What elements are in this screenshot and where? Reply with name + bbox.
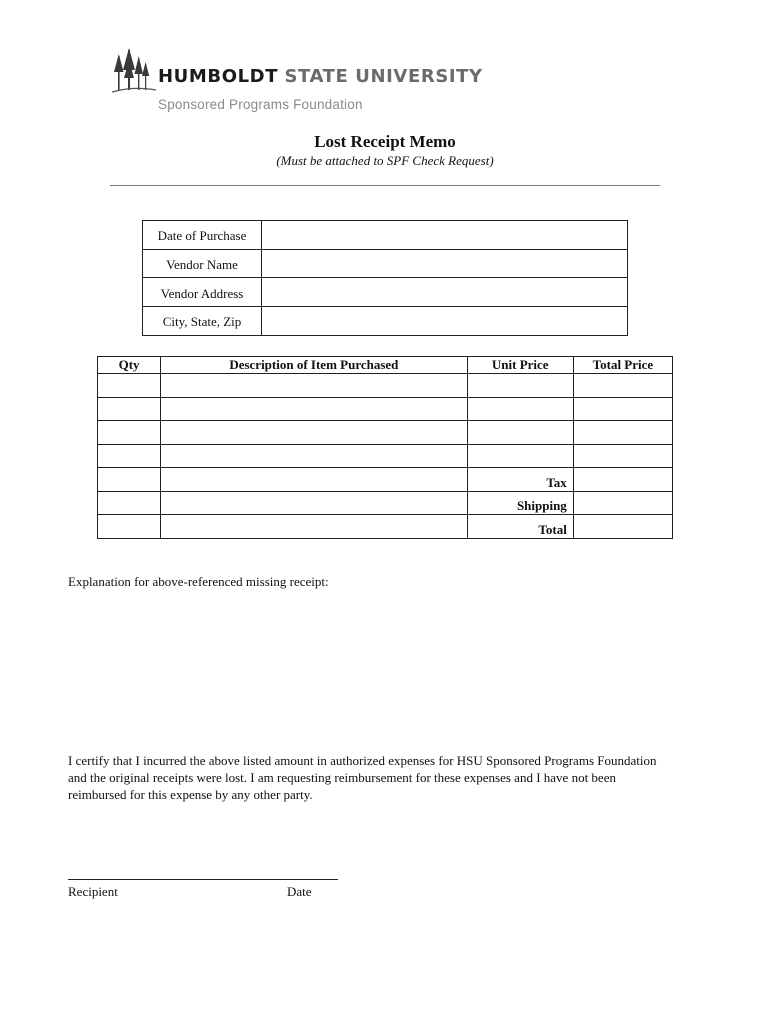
table-row — [98, 397, 673, 421]
explanation-label: Explanation for above-referenced missing receipt: — [68, 574, 329, 589]
unit-price-cell[interactable] — [467, 421, 573, 445]
info-row — [143, 307, 628, 336]
qty-cell[interactable] — [98, 468, 161, 492]
qty-cell[interactable] — [98, 374, 161, 398]
city-state-zip-field[interactable] — [262, 307, 628, 336]
description-cell[interactable] — [161, 515, 468, 539]
total-row — [98, 515, 673, 539]
vendor-address-field[interactable] — [262, 278, 628, 307]
shipping-label: Shipping — [467, 491, 573, 515]
qty-cell[interactable] — [98, 515, 161, 539]
qty-cell[interactable] — [98, 397, 161, 421]
page-title: Lost Receipt Memo — [314, 132, 456, 151]
info-row — [143, 221, 628, 250]
description-cell[interactable] — [161, 444, 468, 468]
items-header-row — [98, 357, 673, 374]
total-amount-cell[interactable] — [573, 515, 672, 539]
tax-label: Tax — [467, 468, 573, 492]
university-name-rest: STATE UNIVERSITY — [284, 66, 483, 87]
description-header: Description of Item Purchased — [161, 357, 468, 374]
total-price-cell[interactable] — [573, 374, 672, 398]
university-name-bold: HUMBOLDT — [158, 66, 279, 87]
university-logo — [112, 46, 483, 118]
vendor-name-field[interactable] — [262, 249, 628, 278]
date-of-purchase-label: Date of Purchase — [143, 221, 262, 250]
date-of-purchase-field[interactable] — [262, 221, 628, 250]
unit-price-cell[interactable] — [467, 374, 573, 398]
total-price-header: Total Price — [573, 357, 672, 374]
certification-statement: I certify that I incurred the above listed amount in authorized expenses for HSU Sponsored Programs Foundation and the original receipts were lost. I am requesting reimbursement for these expenses and I have not been reimbursed for this expense by any other party. — [68, 753, 657, 802]
table-row — [98, 374, 673, 398]
header-divider — [110, 185, 660, 186]
table-row — [98, 421, 673, 445]
signature-line[interactable] — [68, 879, 338, 880]
vendor-address-label: Vendor Address — [143, 278, 262, 307]
qty-cell[interactable] — [98, 444, 161, 468]
university-name — [158, 66, 483, 87]
description-cell[interactable] — [161, 397, 468, 421]
total-price-cell[interactable] — [573, 421, 672, 445]
date-label: Date — [287, 884, 312, 899]
total-price-cell[interactable] — [573, 444, 672, 468]
qty-cell[interactable] — [98, 491, 161, 515]
unit-price-cell[interactable] — [467, 444, 573, 468]
description-cell[interactable] — [161, 421, 468, 445]
items-table — [97, 356, 673, 539]
unit-price-cell[interactable] — [467, 397, 573, 421]
description-cell[interactable] — [161, 374, 468, 398]
description-cell[interactable] — [161, 491, 468, 515]
purchase-info-table — [142, 220, 628, 336]
foundation-name: Sponsored Programs Foundation — [158, 97, 363, 112]
recipient-label: Recipient — [68, 884, 118, 899]
tax-row — [98, 468, 673, 492]
info-row — [143, 249, 628, 278]
shipping-row — [98, 491, 673, 515]
tax-amount-cell[interactable] — [573, 468, 672, 492]
vendor-name-label: Vendor Name — [143, 249, 262, 278]
table-row — [98, 444, 673, 468]
shipping-amount-cell[interactable] — [573, 491, 672, 515]
unit-price-header: Unit Price — [467, 357, 573, 374]
qty-cell[interactable] — [98, 421, 161, 445]
total-price-cell[interactable] — [573, 397, 672, 421]
description-cell[interactable] — [161, 468, 468, 492]
redwood-trees-icon — [112, 46, 158, 94]
page-subtitle: (Must be attached to SPF Check Request) — [276, 153, 494, 168]
total-label: Total — [467, 515, 573, 539]
info-row — [143, 278, 628, 307]
qty-header: Qty — [98, 357, 161, 374]
city-state-zip-label: City, State, Zip — [143, 307, 262, 336]
